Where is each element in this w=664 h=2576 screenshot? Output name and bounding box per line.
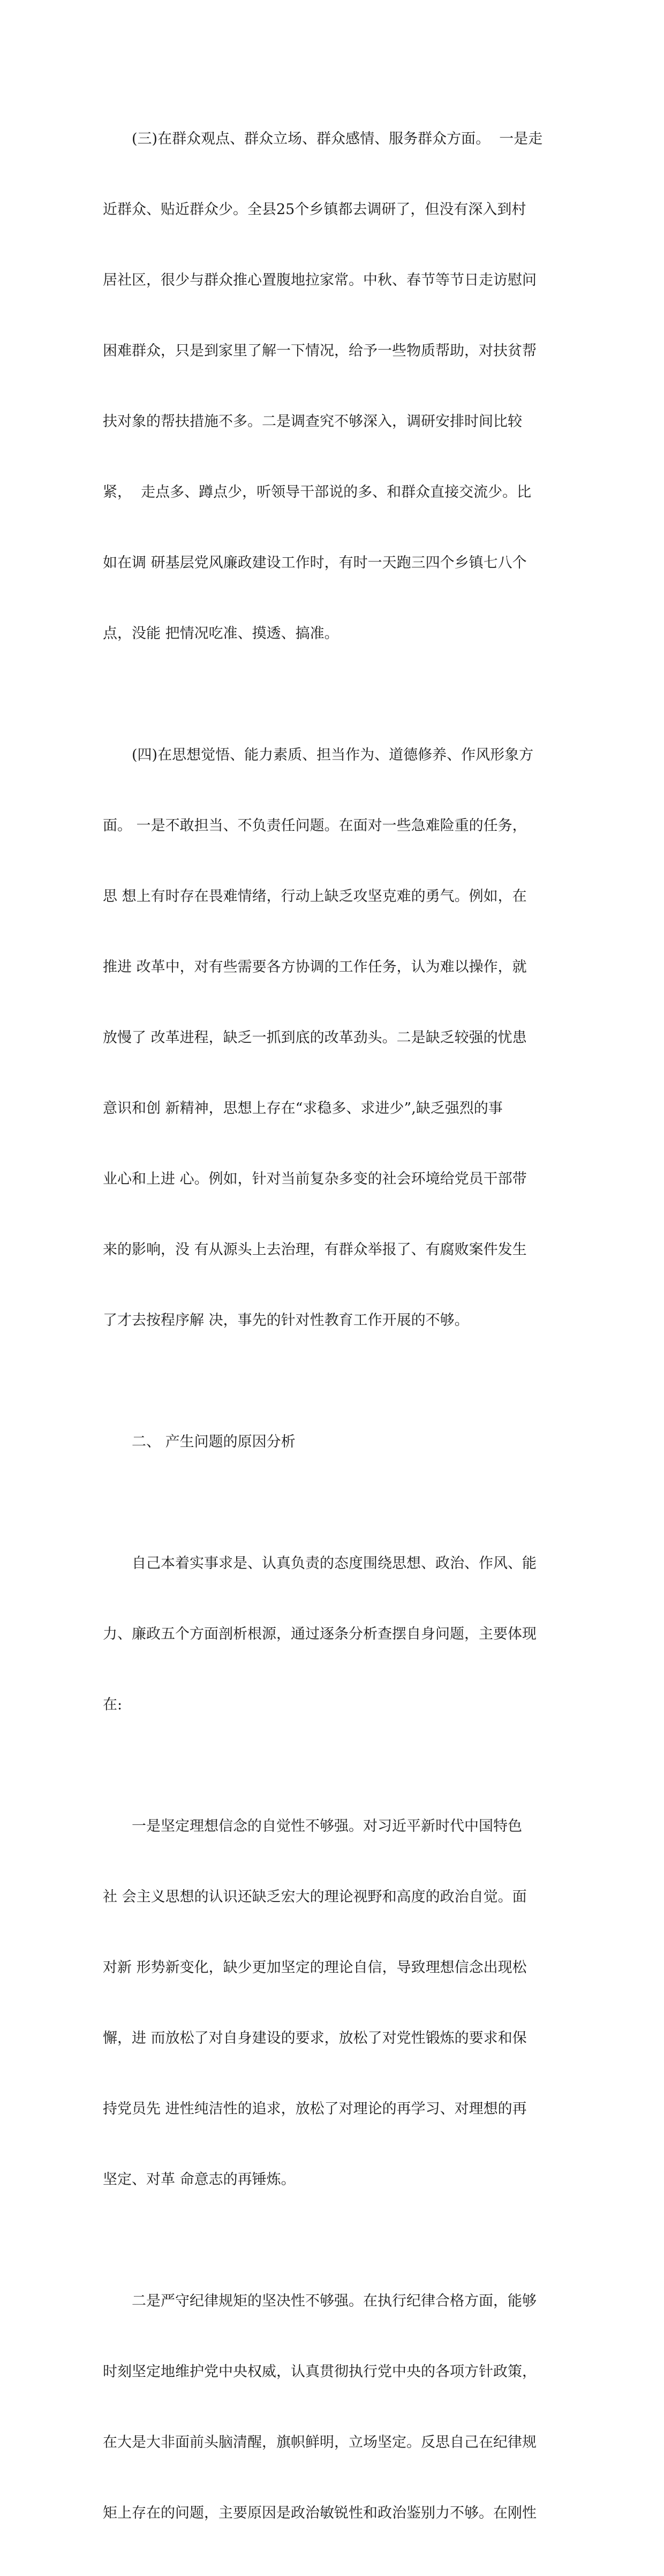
text-line: 时刻坚定地维护党中央权威，认真贯彻执行党中央的各项方针政策， bbox=[103, 2363, 537, 2380]
text-line: 自己本着实事求是、认真负责的态度围绕思想、政治、作风、能 bbox=[132, 1555, 537, 1572]
paragraph-section-four bbox=[103, 696, 564, 1380]
text-line: 面。 一是不敢担当、不负责任问题。在面对一些急难险重的任务， bbox=[103, 817, 527, 834]
paragraph-intro bbox=[103, 1505, 564, 1764]
text-line: 对新 形势新变化，缺少更加坚定的理论自信，导致理想信念出现松 bbox=[103, 1959, 527, 1976]
section-heading bbox=[103, 1383, 564, 1501]
text-line: 意识和创 新精神，思想上存在“求稳多、求进少”,缺乏强烈的事 bbox=[103, 1100, 503, 1117]
text-line: 放慢了 改革进程，缺乏一抓到底的改革劲头。二是缺乏较强的忧患 bbox=[103, 1029, 527, 1046]
paragraph-section-three bbox=[103, 80, 564, 693]
text-line: 坚定、对革 命意志的再锤炼。 bbox=[103, 2171, 296, 2188]
text-line: 一是坚定理想信念的自觉性不够强。对习近平新时代中国特色 bbox=[132, 1818, 522, 1835]
text-line: 扶对象的帮扶措施不多。二是调查究不够深入，调研安排时间比较 bbox=[103, 413, 522, 430]
text-line: (四)在思想觉悟、能力素质、担当作为、道德修养、作风形象方 bbox=[132, 747, 534, 763]
text-line: 在大是大非面前头脑清醒，旗帜鲜明，立场坚定。反思自己在纪律规 bbox=[103, 2434, 537, 2451]
text-line: 来的影响，没 有从源头上去治理，有群众举报了、有腐败案件发生 bbox=[103, 1241, 527, 1258]
text-line: 业心和上进 心。例如，针对当前复杂多变的社会环境给党员干部带 bbox=[103, 1171, 527, 1187]
text-line: 点，没能 把情况吃准、摸透、搞准。 bbox=[103, 625, 339, 642]
text-line: 懈，进 而放松了对自身建设的要求，放松了对党性锻炼的要求和保 bbox=[103, 2030, 527, 2047]
text-line: 思 想上有时存在畏难情绪，行动上缺乏攻坚克难的勇气。例如，在 bbox=[103, 888, 527, 905]
text-line: 社 会主义思想的认识还缺乏宏大的理论视野和高度的政治自觉。面 bbox=[103, 1889, 527, 1905]
document-page bbox=[103, 80, 564, 2576]
text-line: 推进 改革中，对有些需要各方协调的工作任务，认为难以操作，就 bbox=[103, 959, 527, 975]
text-line: 二是严守纪律规矩的坚决性不够强。在执行纪律合格方面，能够 bbox=[132, 2293, 537, 2309]
paragraph-reason-two bbox=[103, 2242, 564, 2572]
section-heading-text: 二、 产生问题的原因分析 bbox=[132, 1434, 296, 1450]
text-line: 紧， 走点多、蹲点少，听领导干部说的多、和群众直接交流少。比 bbox=[103, 484, 532, 501]
paragraph-reason-one bbox=[103, 1768, 564, 2239]
text-line: 矩上存在的问题，主要原因是政治敏锐性和政治鉴别力不够。在刚性 bbox=[103, 2505, 537, 2521]
text-line: 居社区，很少与群众推心置腹地拉家常。中秋、春节等节日走访慰问 bbox=[103, 272, 537, 289]
text-line: (三)在群众观点、群众立场、群众感情、服务群众方面。 一是走 bbox=[132, 131, 543, 147]
text-line: 力、廉政五个方面剖析根源，通过逐条分析查摆自身问题，主要体现 bbox=[103, 1626, 537, 1642]
text-line: 困难群众，只是到家里了解一下情况，给予一些物质帮助，对扶贫帮 bbox=[103, 343, 537, 359]
text-line: 近群众、贴近群众少。全县25个乡镇都去调研了，但没有深入到村 bbox=[103, 201, 526, 218]
text-line: 持党员先 进性纯洁性的追求，放松了对理论的再学习、对理想的再 bbox=[103, 2101, 527, 2117]
text-line: 在: bbox=[103, 1696, 123, 1713]
text-line: 了才去按程序解 决，事先的针对性教育工作开展的不够。 bbox=[103, 1312, 469, 1329]
text-line: 如在调 研基层党风廉政建设工作时，有时一天跑三四个乡镇七八个 bbox=[103, 555, 527, 571]
